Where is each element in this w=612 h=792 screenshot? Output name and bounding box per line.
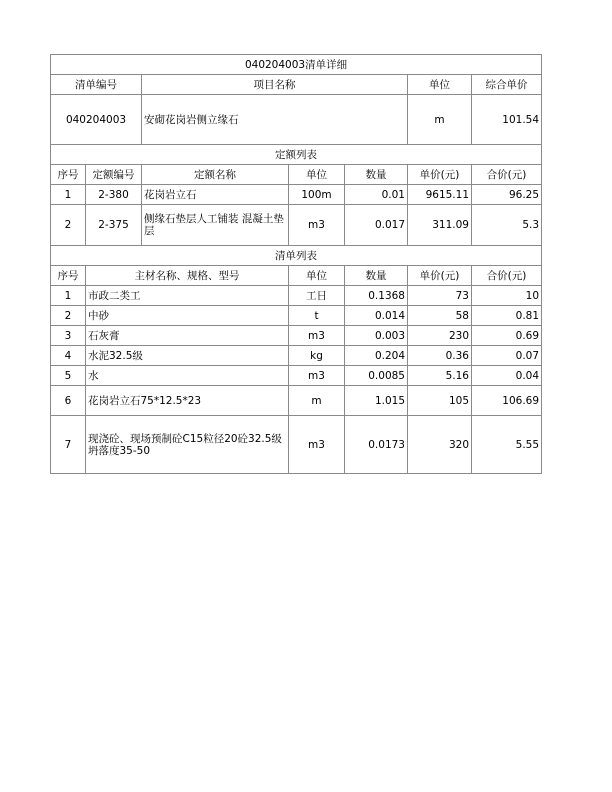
material-name: 石灰膏 xyxy=(86,326,289,346)
material-name: 花岗岩立石75*12.5*23 xyxy=(86,386,289,416)
quota-name: 花岗岩立石 xyxy=(142,185,289,205)
quota-header-row xyxy=(51,165,542,185)
list-item-unit: m xyxy=(408,95,472,145)
material-name: 市政二类工 xyxy=(86,286,289,306)
material-unit: 工日 xyxy=(289,286,345,306)
quota-no: 1 xyxy=(51,185,86,205)
quota-unit-header: 单位 xyxy=(289,165,345,185)
material-total: 0.69 xyxy=(472,326,542,346)
title-row xyxy=(51,55,542,75)
quota-qty: 0.017 xyxy=(345,205,408,246)
material-no: 4 xyxy=(51,346,86,366)
quota-qty: 0.01 xyxy=(345,185,408,205)
material-name-header: 主材名称、规格、型号 xyxy=(86,266,289,286)
material-price: 230 xyxy=(408,326,472,346)
list-code-header: 清单编号 xyxy=(51,75,142,95)
material-qty: 0.0085 xyxy=(345,366,408,386)
material-unit: m3 xyxy=(289,326,345,346)
material-price: 105 xyxy=(408,386,472,416)
material-qty: 0.014 xyxy=(345,306,408,326)
material-no: 7 xyxy=(51,416,86,474)
quota-row xyxy=(51,185,542,205)
list-header-row xyxy=(51,75,542,95)
material-total: 5.55 xyxy=(472,416,542,474)
material-unit: m3 xyxy=(289,366,345,386)
quota-code: 2-375 xyxy=(86,205,142,246)
material-total-header: 合价(元) xyxy=(472,266,542,286)
material-total: 0.81 xyxy=(472,306,542,326)
material-total: 0.07 xyxy=(472,346,542,366)
material-qty: 0.1368 xyxy=(345,286,408,306)
material-row xyxy=(51,326,542,346)
quota-total: 96.25 xyxy=(472,185,542,205)
quota-name-header: 定额名称 xyxy=(142,165,289,185)
list-unit-price-header: 综合单价 xyxy=(472,75,542,95)
quota-price-header: 单价(元) xyxy=(408,165,472,185)
material-name: 现浇砼、现场预制砼C15粒径20砼32.5级坍落度35-50 xyxy=(86,416,289,474)
quota-price: 9615.11 xyxy=(408,185,472,205)
material-price: 58 xyxy=(408,306,472,326)
material-no-header: 序号 xyxy=(51,266,86,286)
material-total: 106.69 xyxy=(472,386,542,416)
list-unit-header: 单位 xyxy=(408,75,472,95)
quota-name: 侧缘石垫层人工铺装 混凝土垫层 xyxy=(142,205,289,246)
material-name: 中砂 xyxy=(86,306,289,326)
material-qty-header: 数量 xyxy=(345,266,408,286)
material-unit: m xyxy=(289,386,345,416)
material-qty: 0.204 xyxy=(345,346,408,366)
material-unit-header: 单位 xyxy=(289,266,345,286)
material-section-row xyxy=(51,246,542,266)
list-item-row xyxy=(51,95,542,145)
quota-code: 2-380 xyxy=(86,185,142,205)
quota-qty-header: 数量 xyxy=(345,165,408,185)
quota-unit: 100m xyxy=(289,185,345,205)
material-header-row xyxy=(51,266,542,286)
material-qty: 0.003 xyxy=(345,326,408,346)
material-no: 2 xyxy=(51,306,86,326)
material-row xyxy=(51,366,542,386)
material-no: 3 xyxy=(51,326,86,346)
material-row xyxy=(51,286,542,306)
quota-section-row xyxy=(51,145,542,165)
material-row xyxy=(51,416,542,474)
material-unit: kg xyxy=(289,346,345,366)
list-item-unit-price: 101.54 xyxy=(472,95,542,145)
quota-no-header: 序号 xyxy=(51,165,86,185)
material-no: 1 xyxy=(51,286,86,306)
material-qty: 1.015 xyxy=(345,386,408,416)
material-price: 320 xyxy=(408,416,472,474)
material-total: 0.04 xyxy=(472,366,542,386)
quota-section-title: 定额列表 xyxy=(51,145,542,165)
quota-row xyxy=(51,205,542,246)
material-unit: m3 xyxy=(289,416,345,474)
quota-unit: m3 xyxy=(289,205,345,246)
material-row xyxy=(51,346,542,366)
material-name: 水泥32.5级 xyxy=(86,346,289,366)
material-row xyxy=(51,386,542,416)
material-price: 0.36 xyxy=(408,346,472,366)
quota-total: 5.3 xyxy=(472,205,542,246)
material-total: 10 xyxy=(472,286,542,306)
material-section-title: 清单列表 xyxy=(51,246,542,266)
material-unit: t xyxy=(289,306,345,326)
quota-price: 311.09 xyxy=(408,205,472,246)
material-price: 73 xyxy=(408,286,472,306)
quota-no: 2 xyxy=(51,205,86,246)
material-no: 5 xyxy=(51,366,86,386)
list-item-name: 安砌花岗岩侧立缘石 xyxy=(142,95,408,145)
list-name-header: 项目名称 xyxy=(142,75,408,95)
bill-detail-table xyxy=(50,54,542,474)
material-price: 5.16 xyxy=(408,366,472,386)
quota-code-header: 定额编号 xyxy=(86,165,142,185)
material-name: 水 xyxy=(86,366,289,386)
material-row xyxy=(51,306,542,326)
table-title: 040204003清单详细 xyxy=(51,55,542,75)
quota-total-header: 合价(元) xyxy=(472,165,542,185)
material-price-header: 单价(元) xyxy=(408,266,472,286)
list-item-code: 040204003 xyxy=(51,95,142,145)
material-no: 6 xyxy=(51,386,86,416)
material-qty: 0.0173 xyxy=(345,416,408,474)
